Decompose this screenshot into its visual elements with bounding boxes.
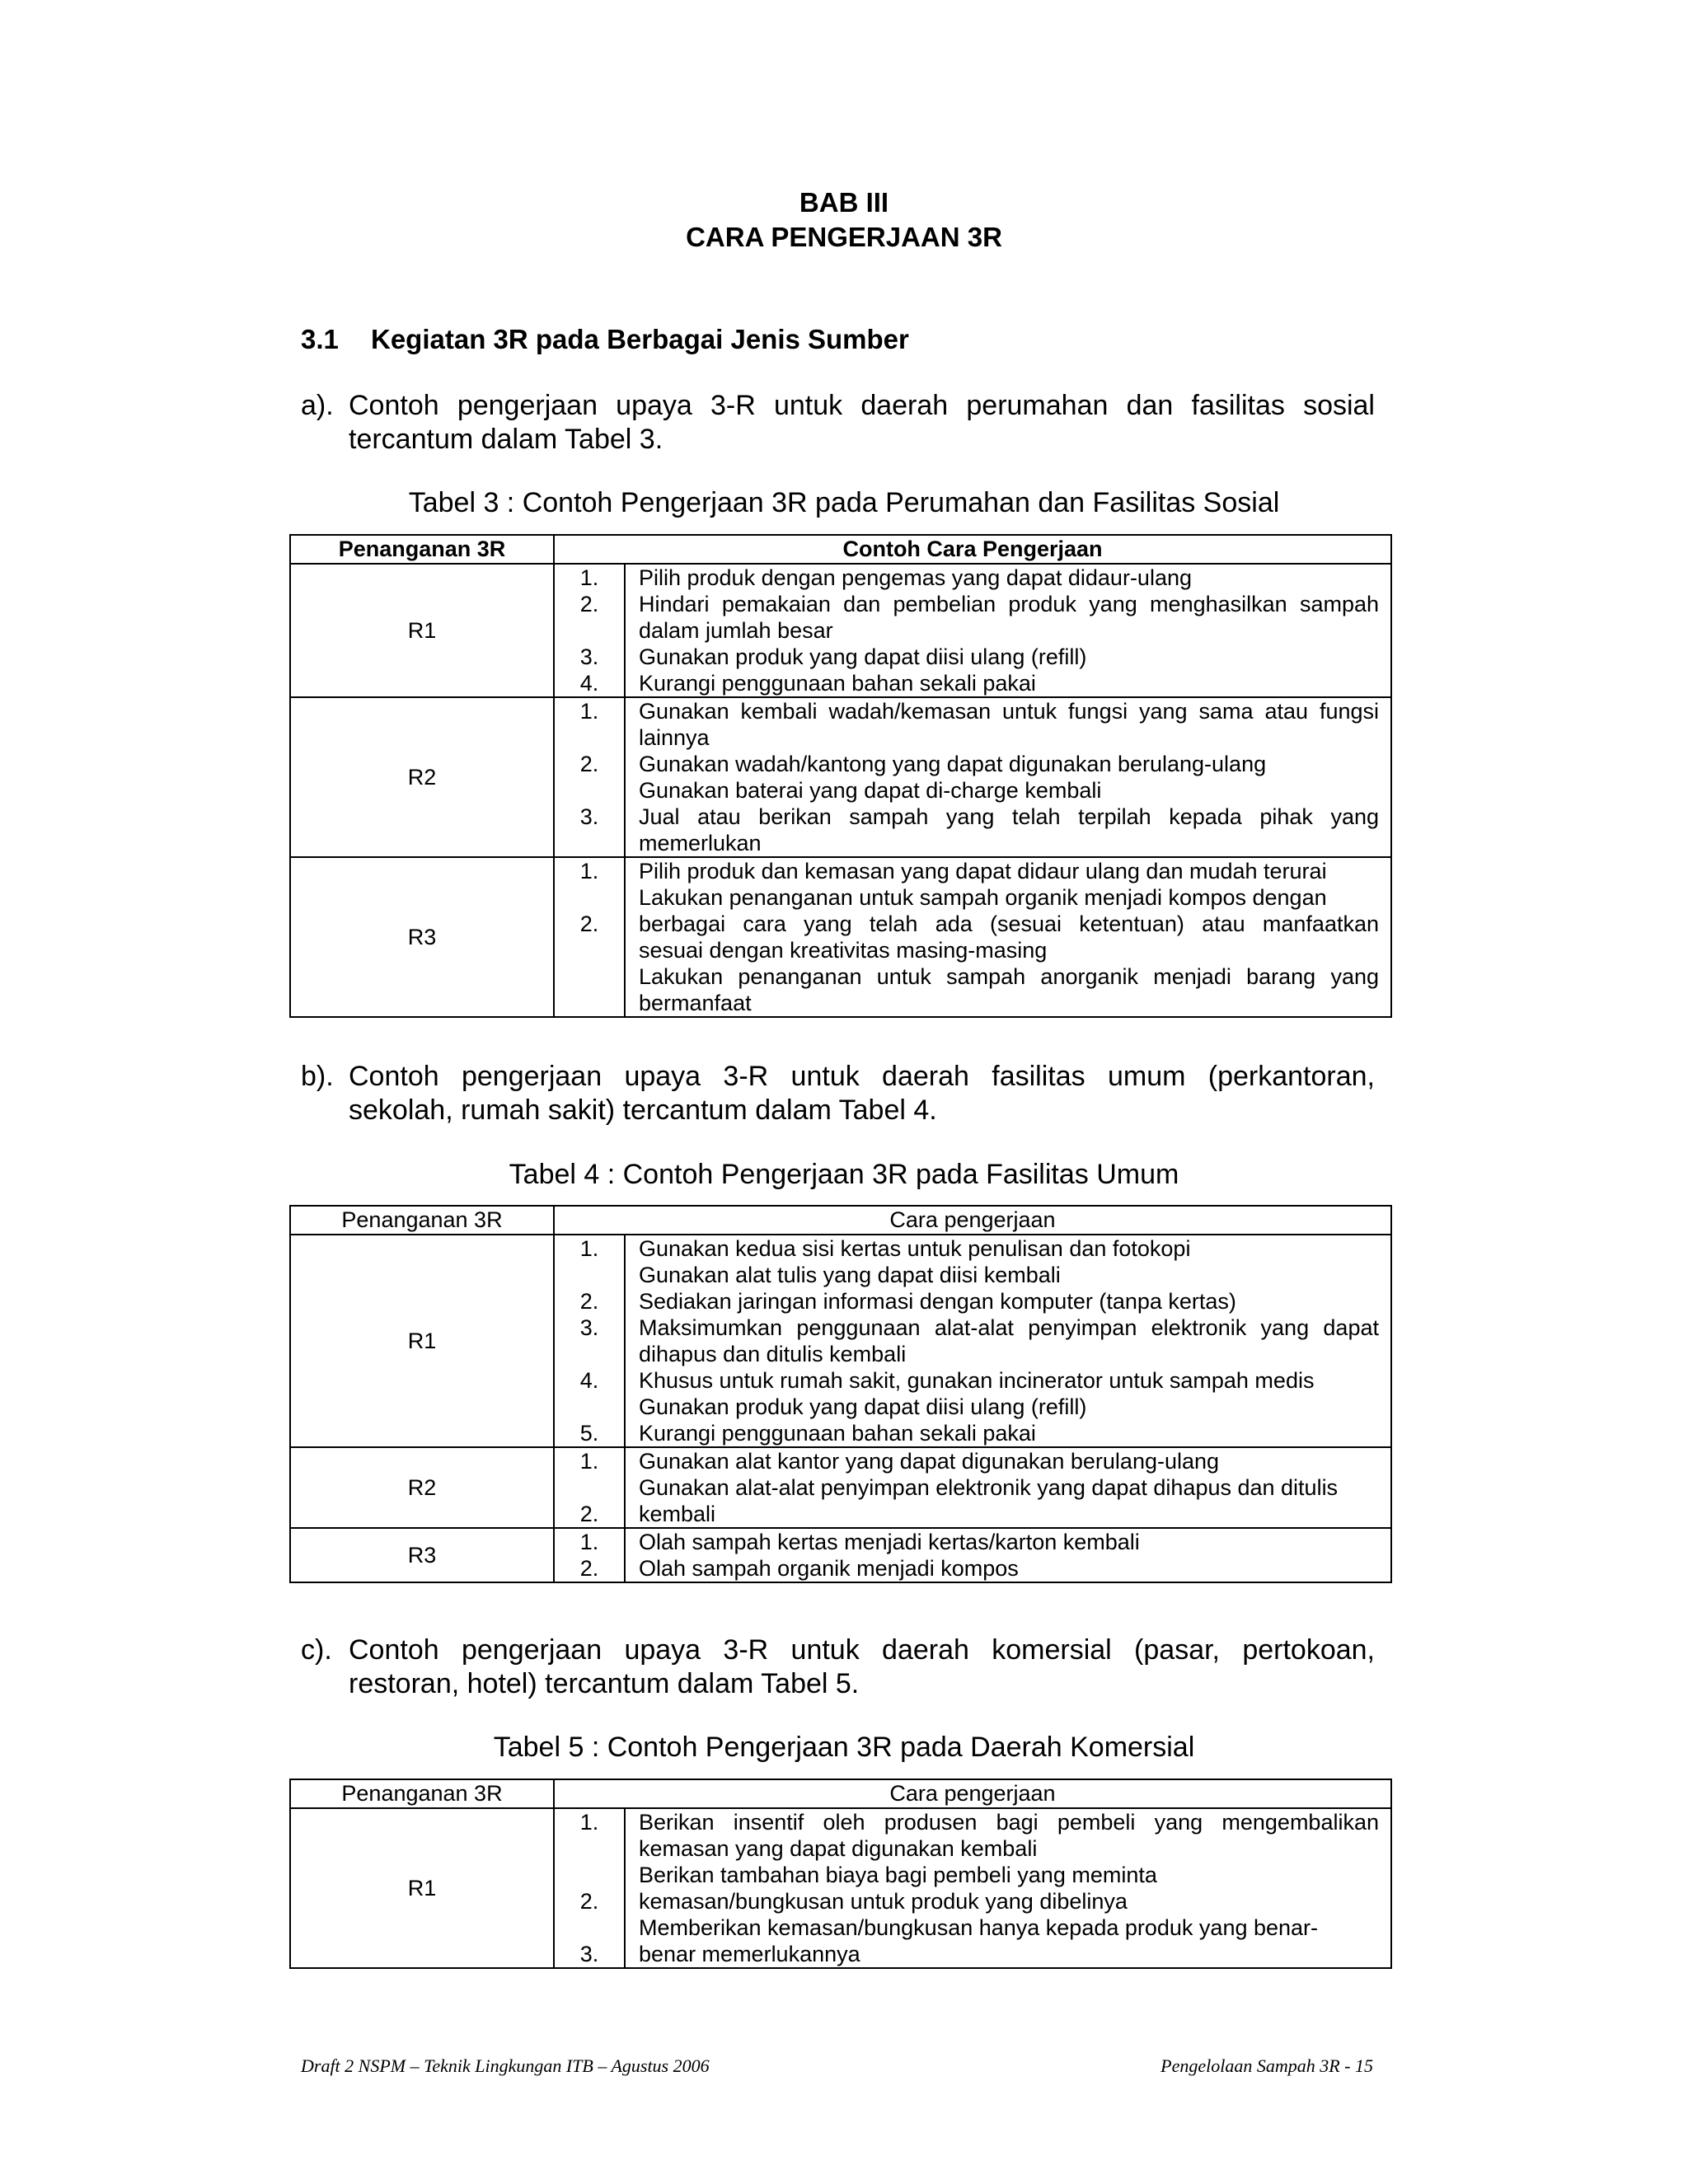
item-line: Gunakan baterai yang dapat di-charge kembali: [639, 778, 1102, 803]
paragraph-line: tercantum dalam Tabel 3.: [349, 424, 663, 455]
item-line: Memberikan kemasan/bungkusan hanya kepada produk yang benar-: [639, 1915, 1319, 1940]
table-row: [290, 697, 1391, 857]
item-number: [555, 1915, 624, 1941]
item-line: Lakukan penanganan untuk sampah organik menjadi kompos dengan: [639, 885, 1327, 910]
intro-paragraph-b: [301, 1060, 1375, 1127]
item-number: [555, 963, 624, 990]
item-number: 1.: [579, 1449, 599, 1474]
item-line: Lakukan penanganan untuk sampah anorganik menjadi barang yang: [639, 964, 1379, 989]
item-line: kemasan/bungkusan untuk produk yang dibelinya: [639, 1889, 1128, 1914]
chapter-label: BAB III: [799, 187, 889, 218]
item-line: Gunakan kedua sisi kertas untuk penulisan dan fotokopi: [639, 1236, 1191, 1261]
row-label: R1: [290, 564, 554, 697]
item-number: 2.: [579, 752, 599, 776]
column-header: Penanganan 3R: [290, 1206, 554, 1235]
item-line: Gunakan produk yang dapat diisi ulang (refill): [639, 644, 1087, 669]
item-number: 3.: [579, 1315, 599, 1340]
item-line: bermanfaat: [639, 991, 752, 1015]
table-caption: Tabel 5 : Contoh Pengerjaan 3R pada Daerah Komersial: [493, 1732, 1195, 1763]
item-line: Maksimumkan penggunaan alat-alat penyimpan elektronik yang dapat: [639, 1315, 1379, 1340]
row-label: R3: [290, 857, 554, 1017]
item-number: 1.: [579, 859, 599, 883]
item-line: kemasan yang dapat digunakan kembali: [639, 1836, 1038, 1861]
intro-paragraph-c: [301, 1633, 1375, 1701]
item-number: 1.: [579, 699, 599, 724]
item-line: Olah sampah organik menjadi kompos: [639, 1556, 1019, 1581]
item-line: dihapus dan ditulis kembali: [639, 1342, 907, 1366]
section-title: Kegiatan 3R pada Berbagai Jenis Sumber: [371, 324, 909, 354]
chapter-title: CARA PENGERJAAN 3R: [686, 222, 1002, 252]
item-number: 2.: [579, 1502, 599, 1526]
table-3: [289, 534, 1392, 1018]
item-numbers: [554, 1528, 625, 1582]
item-number: [555, 1394, 624, 1420]
column-header: Cara pengerjaan: [554, 1206, 1391, 1235]
table-row: [290, 1235, 1391, 1447]
item-number: 1.: [579, 1530, 599, 1554]
item-number: 3.: [579, 804, 599, 829]
item-number: 3.: [579, 1942, 599, 1966]
item-text: [625, 1808, 1391, 1968]
item-number: 4.: [579, 1368, 599, 1393]
paragraph-line: restoran, hotel) tercantum dalam Tabel 5.: [349, 1668, 860, 1699]
item-number: [555, 830, 624, 856]
intro-paragraph-a: [301, 389, 1375, 457]
item-text: [625, 857, 1391, 1017]
item-number: 2.: [579, 592, 599, 616]
footer-left: Draft 2 NSPM – Teknik Lingkungan ITB – Agustus 2006: [301, 2055, 710, 2076]
table-5: [289, 1779, 1392, 1969]
item-number: 2.: [579, 912, 599, 936]
column-header: Cara pengerjaan: [554, 1779, 1391, 1808]
item-number: [555, 990, 624, 1016]
item-text: [625, 1528, 1391, 1582]
item-line: Gunakan alat kantor yang dapat digunakan berulang-ulang: [639, 1449, 1220, 1474]
item-line: Pilih produk dan kemasan yang dapat didaur ulang dan mudah terurai: [639, 859, 1327, 883]
item-text: [625, 697, 1391, 857]
item-line: Gunakan wadah/kantong yang dapat digunakan berulang-ulang: [639, 752, 1267, 776]
item-numbers: [554, 1447, 625, 1528]
item-number: 1.: [579, 1236, 599, 1261]
item-number: [555, 1835, 624, 1862]
list-marker: c).: [301, 1634, 332, 1666]
item-number: [555, 1474, 624, 1501]
item-number: 5.: [579, 1421, 599, 1446]
paragraph-line: Contoh pengerjaan upaya 3-R untuk daerah fasilitas umum (perkantoran,: [349, 1061, 1375, 1092]
item-line: Jual atau berikan sampah yang telah terpilah kepada pihak yang: [639, 804, 1379, 829]
list-marker: a).: [301, 390, 334, 421]
table-row: [290, 1808, 1391, 1968]
item-line: Gunakan produk yang dapat diisi ulang (refill): [639, 1394, 1087, 1419]
paragraph-line: sekolah, rumah sakit) tercantum dalam Tabel 4.: [349, 1094, 937, 1126]
item-number: 4.: [579, 671, 599, 696]
column-header: Penanganan 3R: [290, 535, 554, 564]
item-line: Pilih produk dengan pengemas yang dapat didaur-ulang: [639, 565, 1192, 590]
item-line: Gunakan alat-alat penyimpan elektronik yang dapat dihapus dan ditulis: [639, 1475, 1339, 1500]
item-line: benar memerlukannya: [639, 1942, 860, 1966]
item-line: Sediakan jaringan informasi dengan komputer (tanpa kertas): [639, 1289, 1236, 1314]
item-line: sesuai dengan kreativitas masing-masing: [639, 938, 1048, 963]
item-text: [625, 1447, 1391, 1528]
item-number: 2.: [579, 1556, 599, 1581]
item-line: Kurangi penggunaan bahan sekali pakai: [639, 671, 1036, 696]
item-number: [555, 884, 624, 911]
section-heading: [301, 323, 909, 356]
row-label: R3: [290, 1528, 554, 1582]
list-marker: b).: [301, 1061, 334, 1092]
item-number: [555, 1862, 624, 1888]
item-text: [625, 564, 1391, 697]
item-numbers: [554, 857, 625, 1017]
item-line: Berikan tambahan biaya bagi pembeli yang meminta: [639, 1863, 1157, 1887]
item-number: 1.: [579, 1810, 599, 1835]
item-line: memerlukan: [639, 831, 762, 855]
item-line: Hindari pemakaian dan pembelian produk yang menghasilkan sampah: [639, 592, 1379, 616]
table-4: [289, 1205, 1392, 1583]
item-number: [555, 617, 624, 644]
item-line: kembali: [639, 1502, 716, 1526]
table-row: [290, 857, 1391, 1017]
item-numbers: [554, 1808, 625, 1968]
item-number: 2.: [579, 1889, 599, 1914]
table-row: [290, 1528, 1391, 1582]
item-line: Berikan insentif oleh produsen bagi pembeli yang mengembalikan: [639, 1810, 1379, 1835]
footer-right: Pengelolaan Sampah 3R - 15: [1160, 2055, 1373, 2076]
item-number: [555, 724, 624, 751]
item-line: berbagai cara yang telah ada (sesuai ketentuan) atau manfaatkan: [639, 912, 1379, 936]
item-line: Gunakan alat tulis yang dapat diisi kembali: [639, 1263, 1061, 1287]
section-number: 3.1: [301, 324, 339, 354]
item-line: Olah sampah kertas menjadi kertas/karton kembali: [639, 1530, 1140, 1554]
table-row: [290, 1447, 1391, 1528]
item-line: dalam jumlah besar: [639, 618, 833, 643]
item-line: lainnya: [639, 725, 710, 750]
item-number: [555, 1262, 624, 1288]
item-number: 3.: [579, 644, 599, 669]
row-label: R1: [290, 1235, 554, 1447]
table-caption: Tabel 4 : Contoh Pengerjaan 3R pada Fasilitas Umum: [509, 1159, 1179, 1190]
paragraph-line: Contoh pengerjaan upaya 3-R untuk daerah komersial (pasar, pertokoan,: [349, 1634, 1375, 1666]
item-numbers: [554, 564, 625, 697]
item-number: [555, 1341, 624, 1367]
column-header: Penanganan 3R: [290, 1779, 554, 1808]
item-line: Gunakan kembali wadah/kemasan untuk fungsi yang sama atau fungsi: [639, 699, 1379, 724]
item-number: [555, 937, 624, 963]
table-row: [290, 564, 1391, 697]
column-header: Contoh Cara Pengerjaan: [554, 535, 1391, 564]
row-label: R1: [290, 1808, 554, 1968]
item-number: 1.: [579, 565, 599, 590]
paragraph-line: Contoh pengerjaan upaya 3-R untuk daerah perumahan dan fasilitas sosial: [349, 390, 1375, 421]
item-numbers: [554, 697, 625, 857]
item-line: Kurangi penggunaan bahan sekali pakai: [639, 1421, 1036, 1446]
item-number: [555, 777, 624, 804]
row-label: R2: [290, 697, 554, 857]
item-number: 2.: [579, 1289, 599, 1314]
row-label: R2: [290, 1447, 554, 1528]
item-text: [625, 1235, 1391, 1447]
item-line: Khusus untuk rumah sakit, gunakan incinerator untuk sampah medis: [639, 1368, 1315, 1393]
table-caption: Tabel 3 : Contoh Pengerjaan 3R pada Perumahan dan Fasilitas Sosial: [408, 487, 1280, 518]
item-numbers: [554, 1235, 625, 1447]
